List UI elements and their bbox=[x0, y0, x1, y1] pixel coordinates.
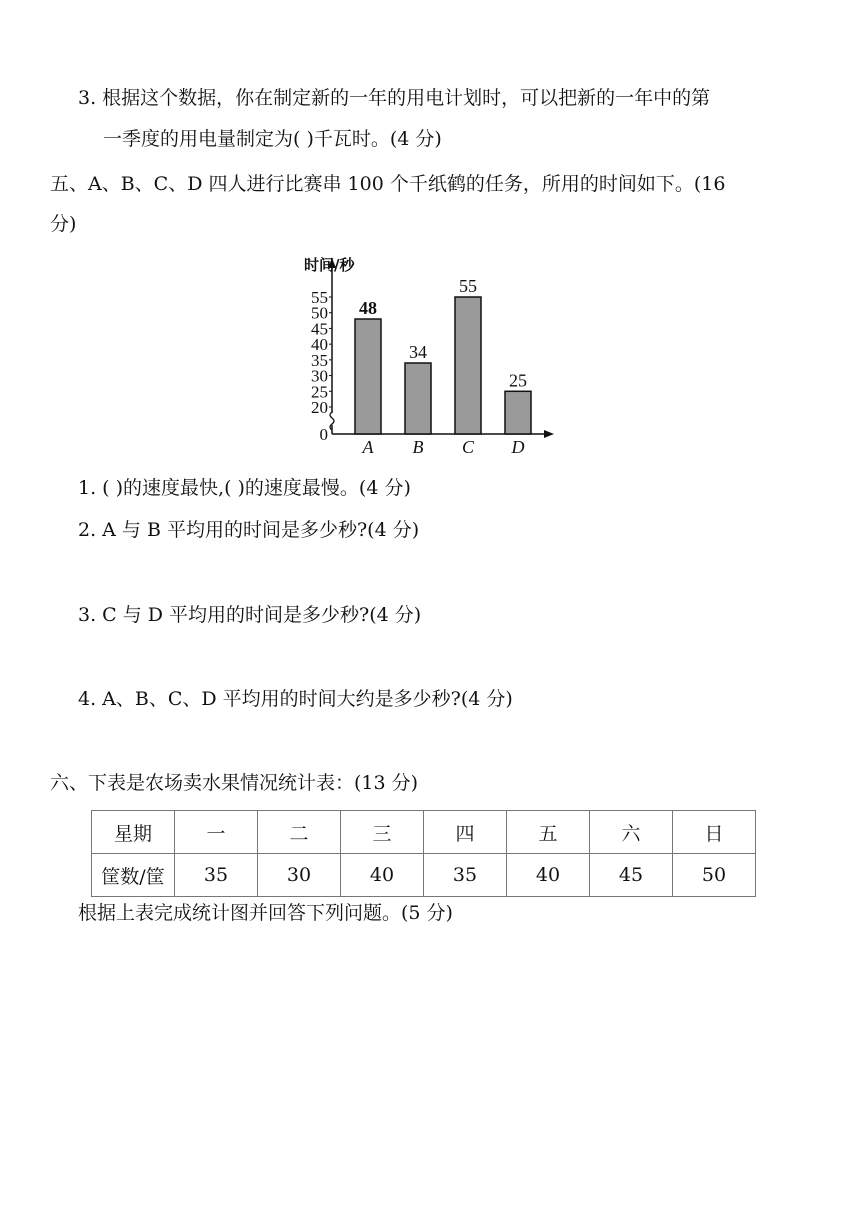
y-tick-label: 40 bbox=[311, 335, 328, 355]
bar-a bbox=[355, 319, 381, 434]
bar-value-label: 25 bbox=[509, 370, 527, 391]
table-cell: 45 bbox=[590, 854, 673, 897]
table-cell: 40 bbox=[341, 854, 424, 897]
x-tick-label: D bbox=[511, 437, 525, 457]
bar-c bbox=[455, 297, 481, 434]
question-3-line1: 3. 根据这个数据，你在制定新的一年的用电计划时，可以把新的一年中的第 bbox=[78, 87, 711, 109]
sub-question-4: 4. A、B、C、D 平均用的时间大约是多少秒?(4 分) bbox=[78, 688, 513, 710]
table-cell: 50 bbox=[673, 854, 756, 897]
x-axis-arrow bbox=[544, 430, 554, 438]
bar-b bbox=[405, 363, 431, 434]
table-header-cell: 星期 bbox=[92, 811, 175, 854]
x-tick-label: C bbox=[461, 437, 475, 457]
table-cell: 日 bbox=[673, 811, 756, 854]
table-cell: 二 bbox=[258, 811, 341, 854]
table-row bbox=[92, 811, 756, 854]
question-3-line2: 一季度的用电量制定为( )千瓦时。(4 分) bbox=[103, 128, 442, 150]
table-cell: 40 bbox=[507, 854, 590, 897]
y-tick-label: 50 bbox=[311, 303, 328, 323]
section-6-heading: 六、下表是农场卖水果情况统计表：(13 分) bbox=[50, 772, 419, 794]
table-row bbox=[92, 854, 756, 897]
table-cell: 五 bbox=[507, 811, 590, 854]
y-tick-label: 0 bbox=[319, 425, 328, 444]
table-cell: 三 bbox=[341, 811, 424, 854]
bar-chart bbox=[292, 250, 562, 462]
bar-value-label: 34 bbox=[409, 342, 427, 362]
y-axis-label: 时间/秒 bbox=[304, 256, 355, 274]
table-cell: 四 bbox=[424, 811, 507, 854]
y-tick-label: 25 bbox=[311, 382, 328, 402]
table-cell: 六 bbox=[590, 811, 673, 854]
y-tick-label: 35 bbox=[311, 350, 328, 370]
x-tick-label: A bbox=[362, 437, 374, 457]
bar-d bbox=[505, 391, 531, 434]
sub-question-3: 3. C 与 D 平均用的时间是多少秒?(4 分) bbox=[78, 604, 422, 626]
bar-value-label: 48 bbox=[359, 298, 377, 318]
fruit-sales-table bbox=[91, 810, 756, 897]
y-tick-label: 20 bbox=[311, 398, 328, 417]
sub-question-2: 2. A 与 B 平均用的时间是多少秒?(4 分) bbox=[78, 519, 420, 541]
table-cell: 30 bbox=[258, 854, 341, 897]
table-cell: 一 bbox=[175, 811, 258, 854]
y-tick-label: 45 bbox=[311, 319, 328, 339]
bar-chart-svg bbox=[292, 250, 562, 462]
section-6-note: 根据上表完成统计图并回答下列问题。(5 分) bbox=[78, 902, 453, 924]
y-tick-label: 30 bbox=[311, 366, 328, 386]
bar-value-label: 55 bbox=[459, 276, 477, 296]
table-cell: 35 bbox=[424, 854, 507, 897]
section-5-heading: 五、A、B、C、D 四人进行比赛串 100 个千纸鹤的任务，所用的时间如下。(16 bbox=[50, 173, 726, 195]
section-5-heading-cont: 分) bbox=[50, 213, 77, 235]
table-header-cell: 筐数/筐 bbox=[92, 854, 175, 897]
sub-question-1: 1. ( )的速度最快,( )的速度最慢。(4 分) bbox=[78, 477, 411, 499]
y-tick-label: 55 bbox=[311, 288, 328, 307]
table-cell: 35 bbox=[175, 854, 258, 897]
x-tick-label: B bbox=[412, 437, 424, 457]
